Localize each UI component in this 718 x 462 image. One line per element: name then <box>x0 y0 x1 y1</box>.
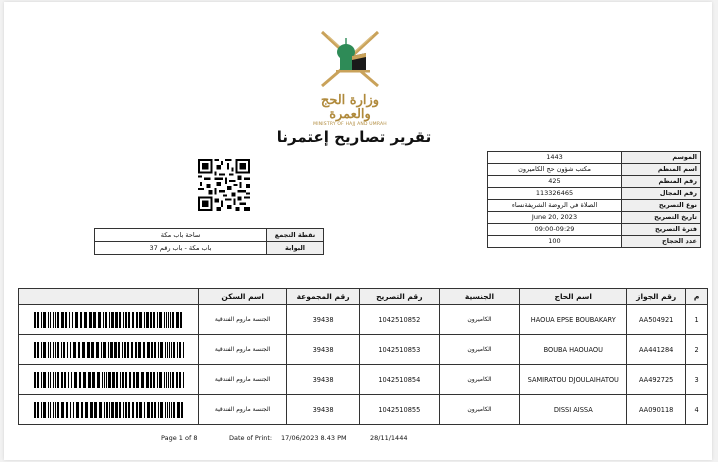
meeting-point-value: ساحة باب مكة <box>95 229 267 242</box>
info-row-field-number <box>488 188 701 200</box>
organizer-number-value: 425 <box>488 176 622 188</box>
barcode-cell <box>19 305 199 335</box>
passport-cell: AA441284 <box>627 335 686 365</box>
group-cell: 39438 <box>287 305 360 335</box>
col-permit: رقم التصريح <box>360 289 439 305</box>
info-row-permit-date <box>488 212 701 224</box>
table-row <box>19 305 708 335</box>
field-number-value: 113326465 <box>488 188 622 200</box>
gate-value: باب مكة - باب رقم 37 <box>95 242 267 255</box>
pilgrim-count-value: 100 <box>488 236 622 248</box>
num-cell: 2 <box>686 335 708 365</box>
col-nationality: الجنسية <box>439 289 520 305</box>
meeting-point-table <box>94 228 324 255</box>
barcode-cell <box>19 365 199 395</box>
organizer-name-value: مكتب شؤون حج الكاميرون <box>488 164 622 176</box>
group-cell: 39438 <box>287 335 360 365</box>
name-cell: HAOUA EPSE BOUBAKARY <box>520 305 627 335</box>
permit-period-value: 09:00-09:29 <box>488 224 622 236</box>
col-passport: رقم الجواز <box>627 289 686 305</box>
barcode-cell <box>19 335 199 365</box>
permit-type-value: الصلاة في الروضة الشريفةنساء <box>488 200 622 212</box>
num-cell: 1 <box>686 305 708 335</box>
info-row-season <box>488 152 701 164</box>
nationality-cell: الكاميرون <box>439 395 520 425</box>
info-row-pilgrim-count <box>488 236 701 248</box>
num-cell: 4 <box>686 395 708 425</box>
season-label: الموسم <box>622 152 701 164</box>
info-row-permit-period <box>488 224 701 236</box>
barcode-icon <box>34 402 184 418</box>
col-housing: اسم السكن <box>199 289 287 305</box>
report-sheet <box>4 2 712 460</box>
info-row-permit-type <box>488 200 701 212</box>
housing-cell: الجنسة ماروم الفندقية <box>199 335 287 365</box>
passport-cell: AA492725 <box>627 365 686 395</box>
barcode-cell <box>19 395 199 425</box>
organizer-number-label: رقم المنظم <box>622 176 701 188</box>
print-date-label: Date of Print: <box>229 434 273 442</box>
housing-cell: الجنسة ماروم الفندقية <box>199 305 287 335</box>
permit-cell: 1042510855 <box>360 395 439 425</box>
table-row <box>19 365 708 395</box>
pilgrim-count-label: عدد الحجاج <box>622 236 701 248</box>
group-cell: 39438 <box>287 395 360 425</box>
field-number-label: رقم المجال <box>622 188 701 200</box>
print-date-value: 17/06/2023 8.43 PM <box>281 434 347 442</box>
permit-info-table <box>487 151 701 248</box>
season-value: 1443 <box>488 152 622 164</box>
info-row-organizer-number <box>488 176 701 188</box>
table-row <box>19 395 708 425</box>
info-row-organizer-name <box>488 164 701 176</box>
meeting-point-label: نقطة التجمع <box>267 229 324 242</box>
col-barcode <box>19 289 199 305</box>
col-name: اسم الحاج <box>520 289 627 305</box>
barcode-icon <box>34 372 184 388</box>
barcode-icon <box>34 312 184 328</box>
name-cell: SAMIRATOU DJOULAIHATOU <box>520 365 627 395</box>
table-row <box>19 335 708 365</box>
num-cell: 3 <box>686 365 708 395</box>
gate-label: البوابة <box>267 242 324 255</box>
nationality-cell: الكاميرون <box>439 335 520 365</box>
page-number: Page 1 of 8 <box>161 434 198 442</box>
permit-date-value: June 20, 2023 <box>488 212 622 224</box>
ministry-logo <box>300 26 400 127</box>
permit-cell: 1042510853 <box>360 335 439 365</box>
permit-cell: 1042510852 <box>360 305 439 335</box>
report-title: تقرير تصاريح إعتمرنا <box>276 128 432 146</box>
housing-cell: الجنسة ماروم الفندقية <box>199 395 287 425</box>
pilgrims-table <box>18 288 708 425</box>
table-header-row <box>19 289 708 305</box>
logo-english-text: MINISTRY OF HAJJ AND UMRAH <box>313 122 387 127</box>
kaaba-logo-icon <box>318 26 382 92</box>
passport-cell: AA090118 <box>627 395 686 425</box>
nationality-cell: الكاميرون <box>439 305 520 335</box>
nationality-cell: الكاميرون <box>439 365 520 395</box>
col-group: رقم المجموعة <box>287 289 360 305</box>
qr-code-icon <box>198 159 250 211</box>
permit-date-label: تاريخ التصريح <box>622 212 701 224</box>
gate-row <box>95 242 324 255</box>
permit-cell: 1042510854 <box>360 365 439 395</box>
logo-arabic-text: وزارة الحج والعمرة <box>320 93 380 122</box>
passport-cell: AA504921 <box>627 305 686 335</box>
permit-period-label: فترة التصريح <box>622 224 701 236</box>
housing-cell: الجنسة ماروم الفندقية <box>199 365 287 395</box>
meeting-point-row <box>95 229 324 242</box>
barcode-icon <box>34 342 184 358</box>
name-cell: BOUBA HAOUAOU <box>520 335 627 365</box>
hijri-date: 28/11/1444 <box>370 434 408 442</box>
organizer-name-label: اسم المنظم <box>622 164 701 176</box>
permit-type-label: نوع التصريح <box>622 200 701 212</box>
group-cell: 39438 <box>287 365 360 395</box>
col-num: م <box>686 289 708 305</box>
name-cell: DISSI AISSA <box>520 395 627 425</box>
